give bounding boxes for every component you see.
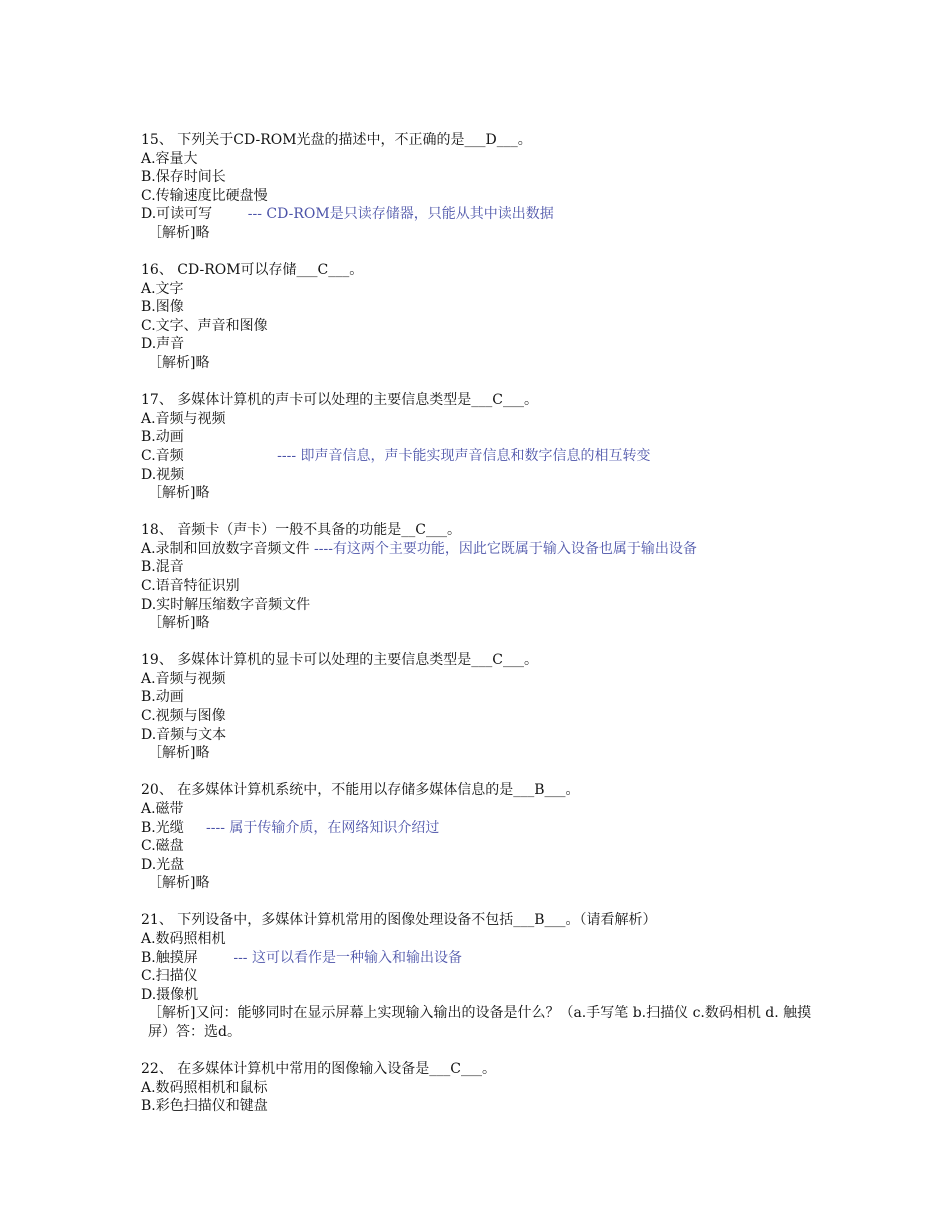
- option-line: [141, 707, 831, 726]
- option-line: [141, 930, 831, 949]
- question-stem: 21、 下列设备中，多媒体计算机常用的图像处理设备不包括___B___。（请看解析）: [141, 912, 657, 929]
- option-text: B.动画: [141, 689, 184, 706]
- option-note: ---- 属于传输介质，在网络知识介绍过: [206, 819, 440, 836]
- option-text: B.保存时间长: [141, 169, 226, 186]
- option-text: B.触摸屏: [141, 949, 234, 966]
- option-text: C.视频与图像: [141, 708, 226, 725]
- question-block: [141, 911, 831, 1041]
- analysis-text: ［解析]略: [148, 355, 210, 372]
- analysis-text: ［解析]略: [148, 745, 210, 762]
- option-text: A.音频与视频: [141, 410, 226, 427]
- option-line: [141, 298, 831, 317]
- option-text: A.容量大: [141, 150, 198, 167]
- option-line: [141, 726, 831, 745]
- option-line: [141, 819, 831, 838]
- option-line: [141, 428, 831, 447]
- option-line: [141, 317, 831, 336]
- option-line: [141, 558, 831, 577]
- option-text: D.实时解压缩数字音频文件: [141, 596, 311, 613]
- question-stem: 16、 CD-ROM可以存储___C___。: [141, 262, 364, 279]
- question-stem: 19、 多媒体计算机的显卡可以处理的主要信息类型是___C___。: [141, 652, 538, 669]
- option-line: [141, 967, 831, 986]
- question-block: [141, 131, 831, 243]
- option-text: B.彩色扫描仪和键盘: [141, 1098, 268, 1115]
- option-text: A.录制和回放数字音频文件: [141, 540, 315, 557]
- question-stem: 17、 多媒体计算机的声卡可以处理的主要信息类型是___C___。: [141, 392, 538, 409]
- option-line: [141, 150, 831, 169]
- option-note: --- 这可以看作是一种输入和输出设备: [233, 949, 462, 966]
- option-line: [141, 949, 831, 968]
- option-line: [141, 280, 831, 299]
- analysis-text: ［解析]略: [148, 875, 210, 892]
- option-line: [141, 577, 831, 596]
- option-line: [141, 800, 831, 819]
- option-line: [141, 466, 831, 485]
- option-text: B.混音: [141, 559, 184, 576]
- option-line: [141, 410, 831, 429]
- option-line: [141, 335, 831, 354]
- option-line: [141, 670, 831, 689]
- option-line: [141, 856, 831, 875]
- question-block: [141, 1060, 831, 1116]
- option-text: A.数码照相机: [141, 930, 226, 947]
- option-text: C.语音特征识别: [141, 577, 240, 594]
- option-text: D.声音: [141, 336, 185, 353]
- option-text: D.音频与文本: [141, 726, 227, 743]
- analysis-text: ［解析]又问：能够同时在显示屏幕上实现输入输出的设备是什么？（a.手写笔 b.扫描仪 c.数码相机 d. 触摸屏）答：选d。: [148, 1005, 812, 1040]
- question-stem: 22、 在多媒体计算机中常用的图像输入设备是___C___。: [141, 1061, 496, 1078]
- analysis-text: ［解析]略: [148, 224, 210, 241]
- option-text: C.磁盘: [141, 838, 184, 855]
- analysis-text: ［解析]略: [148, 615, 210, 632]
- option-note: ----有这两个主要功能，因此它既属于输入设备也属于输出设备: [314, 540, 697, 557]
- option-line: [141, 837, 831, 856]
- option-text: B.光缆: [141, 819, 206, 836]
- option-text: D.摄像机: [141, 986, 199, 1003]
- analysis-text: ［解析]略: [148, 485, 210, 502]
- option-text: A.磁带: [141, 800, 184, 817]
- option-note: ---- 即声音信息，声卡能实现声音信息和数字信息的相互转变: [277, 447, 651, 464]
- option-text: A.音频与视频: [141, 670, 226, 687]
- option-line: [141, 1079, 831, 1098]
- option-line: [141, 205, 831, 224]
- question-block: [141, 651, 831, 763]
- option-line: [141, 187, 831, 206]
- option-text: D.视频: [141, 466, 185, 483]
- question-block: [141, 261, 831, 373]
- option-line: [141, 1097, 831, 1116]
- option-text: C.扫描仪: [141, 968, 198, 985]
- question-block: [141, 391, 831, 503]
- option-text: C.传输速度比硬盘慢: [141, 187, 268, 204]
- option-text: A.数码照相机和鼠标: [141, 1079, 268, 1096]
- option-text: A.文字: [141, 280, 184, 297]
- question-list: [141, 131, 831, 1134]
- question-stem: 15、 下列关于CD-ROM光盘的描述中，不正确的是___D___。: [141, 132, 532, 148]
- question-block: [141, 781, 831, 893]
- option-line: [141, 688, 831, 707]
- question-stem: 18、 音频卡（声卡）一般不具备的功能是__C___。: [141, 522, 461, 539]
- option-line: [141, 540, 831, 559]
- option-line: [141, 168, 831, 187]
- option-text: C.音频: [141, 447, 278, 464]
- option-text: B.动画: [141, 429, 184, 446]
- question-block: [141, 521, 831, 633]
- option-text: B.图像: [141, 299, 184, 316]
- question-stem: 20、 在多媒体计算机系统中，不能用以存储多媒体信息的是___B___。: [141, 782, 580, 799]
- option-line: [141, 447, 831, 466]
- option-text: D.光盘: [141, 856, 185, 873]
- option-note: --- CD-ROM是只读存储器，只能从其中读出数据: [247, 206, 554, 223]
- option-text: D.可读可写: [141, 206, 248, 223]
- option-line: [141, 596, 831, 615]
- option-line: [141, 986, 831, 1005]
- option-text: C.文字、声音和图像: [141, 317, 268, 334]
